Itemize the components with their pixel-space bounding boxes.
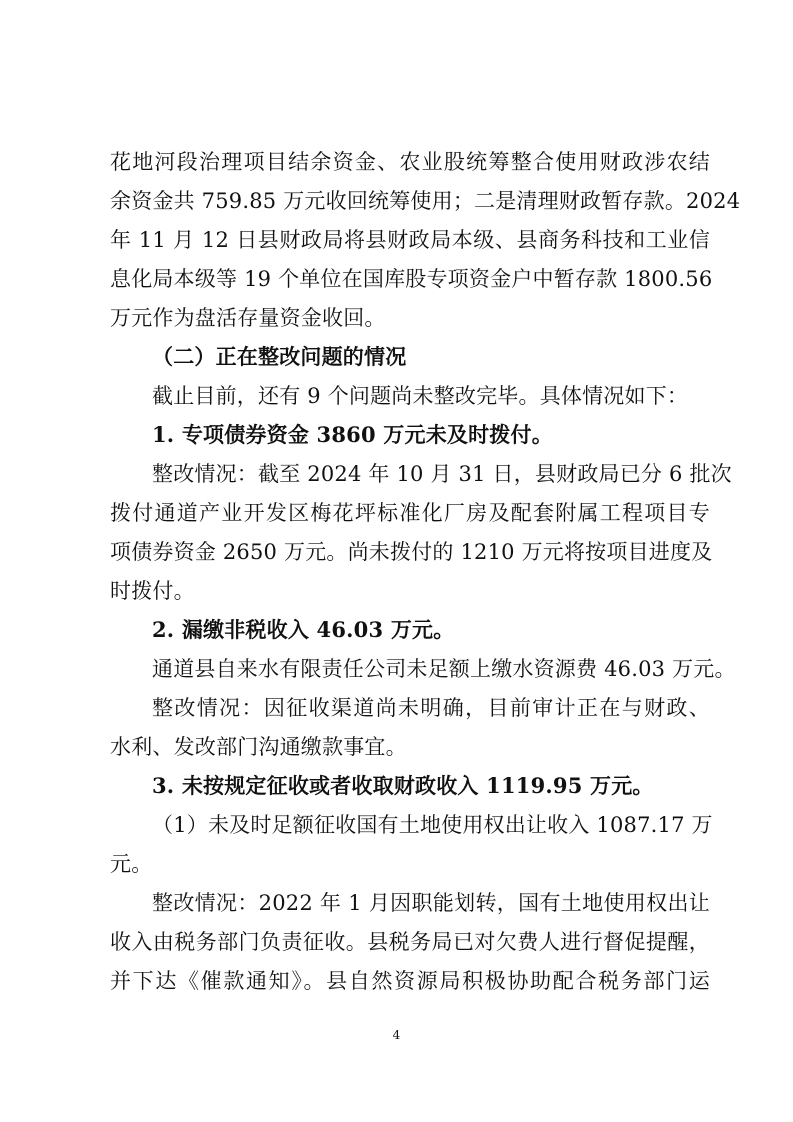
body-line: 截止目前，还有 9 个问题尚未整改完毕。具体情况如下： [152,384,689,408]
body-line: 余资金共 759.85 万元收回统筹使用；二是清理财政暂存款。2024 [110,189,741,213]
body-line: 年 11 月 12 日县财政局将县财政局本级、县商务科技和工业信 [110,228,710,252]
item-heading: 2. 漏缴非税收入 46.03 万元。 [152,617,455,642]
item-heading: 1. 专项债券资金 3860 万元未及时拨付。 [152,422,553,447]
body-line: （1）未及时足额征收国有土地使用权出让收入 1087.17 万 [152,813,713,837]
page-number: 4 [392,1028,401,1042]
body-line: 收入由税务部门负责征收。县税务局已对欠费人进行督促提醒， [110,930,710,954]
section-heading: （二）正在整改问题的情况 [152,344,407,369]
body-line: 整改情况：因征收渠道尚未明确，目前审计正在与财政、 [152,696,710,720]
body-line: 并下达《催款通知》。县自然资源局积极协助配合税务部门运 [110,969,710,993]
body-line: 整改情况：截至 2024 年 10 月 31 日，县财政局已分 6 批次 [152,462,732,486]
body-line: 通道县自来水有限责任公司未足额上缴水资源费 46.03 万元。 [152,657,736,681]
body-line: 项债券资金 2650 万元。尚未拨付的 1210 万元将按项目进度及 [110,540,713,564]
body-line: 息化局本级等 19 个单位在国库股专项资金户中暂存款 1800.56 [110,267,713,291]
body-line: 整改情况：2022 年 1 月因职能划转，国有土地使用权出让 [152,891,710,915]
body-line: 花地河段治理项目结余资金、农业股统筹整合使用财政涉农结 [110,150,710,174]
body-line: 拨付通道产业开发区梅花坪标准化厂房及配套附属工程项目专 [110,501,710,525]
item-heading: 3. 未按规定征收或者收取财政收入 1119.95 万元。 [152,773,654,798]
body-line: 万元作为盘活存量资金收回。 [110,306,386,330]
body-line: 元。 [110,852,153,876]
body-line: 水利、发改部门沟通缴款事宜。 [110,735,407,759]
body-line: 时拨付。 [110,579,195,603]
